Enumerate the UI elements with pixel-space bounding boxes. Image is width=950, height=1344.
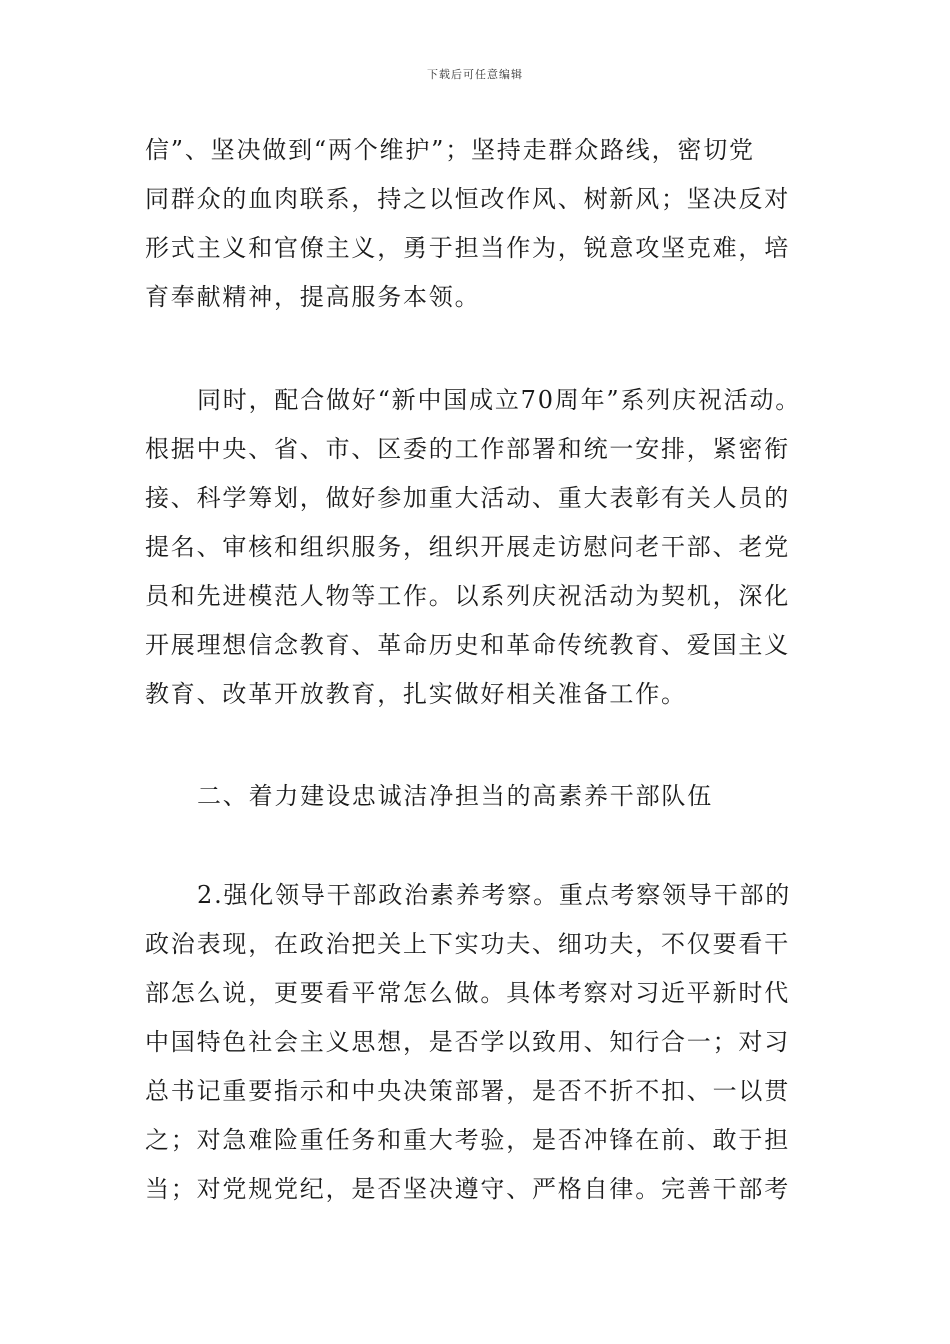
text-line: 当；对党规党纪，是否坚决遵守、严格自律。完善干部考: [145, 1175, 790, 1203]
text-line: 中国特色社会主义思想，是否学以致用、知行合一；对习: [145, 1028, 790, 1056]
text-line: 信”、坚决做到“两个维护”；坚持走群众路线，密切党: [145, 136, 755, 164]
text-line: 根据中央、省、市、区委的工作部署和统一安排，紧密衔: [145, 435, 790, 463]
text-line: 部怎么说，更要看平常怎么做。具体考察对习近平新时代: [145, 979, 790, 1007]
paragraph-3: [145, 871, 815, 1214]
paragraph-2: [145, 376, 815, 719]
text-line: 教育、改革开放教育，扎实做好相关准备工作。: [145, 680, 687, 708]
section-heading: [145, 772, 815, 821]
page-header: 下载后可任意编辑: [427, 68, 523, 81]
text-line: 同群众的血肉联系，持之以恒改作风、树新风；坚决反对: [145, 185, 790, 213]
text-line: 接、科学筹划，做好参加重大活动、重大表彰有关人员的: [145, 484, 790, 512]
text-line: 二、着力建设忠诚洁净担当的高素养干部队伍: [197, 782, 713, 810]
text-line: 员和先进模范人物等工作。以系列庆祝活动为契机，深化: [145, 582, 790, 610]
text-line: 开展理想信念教育、革命历史和革命传统教育、爱国主义: [145, 631, 790, 659]
paragraph-1: [145, 126, 815, 322]
text-line: 育奉献精神，提高服务本领。: [145, 283, 481, 311]
text-line: 总书记重要指示和中央决策部署，是否不折不扣、一以贯: [145, 1077, 790, 1105]
text-line: 2.强化领导干部政治素养考察。重点考察领导干部的: [197, 881, 792, 909]
text-line: 提名、审核和组织服务，组织开展走访慰问老干部、老党: [145, 533, 790, 561]
text-line: 同时，配合做好“新中国成立70周年”系列庆祝活动。: [197, 386, 802, 414]
text-line: 之；对急难险重任务和重大考验，是否冲锋在前、敢于担: [145, 1126, 790, 1154]
text-line: 形式主义和官僚主义，勇于担当作为，锐意攻坚克难，培: [145, 234, 790, 262]
text-line: 政治表现，在政治把关上下实功夫、细功夫，不仅要看干: [145, 930, 790, 958]
